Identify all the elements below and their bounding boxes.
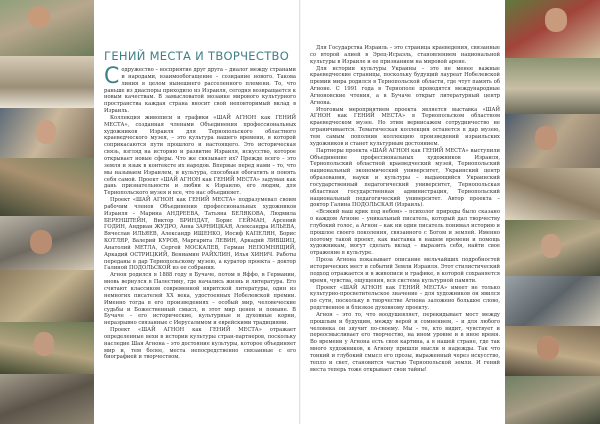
artist-photo: [505, 168, 600, 220]
artist-photo: [0, 374, 94, 424]
artist-photo: [0, 108, 94, 158]
paragraph: Содружество – восприятие друг друга – диалог между странами и народами, взаимообогащение – созидание нового. Такова линия в целом нынешнего расселенного племени. То, что раньше из диаспоры приходило из Израиля, сегодня возвращается к новым качествам. В замысловатой мозаике мирового культурного пространства каждая страна вносит свой неповторимый вклад в Израиль.: [104, 64, 296, 115]
article-title: ГЕНИЙ МЕСТА И ТВОРЧЕСТВО: [104, 49, 290, 63]
paragraph: Проект «ШАЙ АГНОН как ГЕНИЙ МЕСТА» имеет не только культурно-просветительское значение – для художников он явился по сути, поскольку в творчестве Агнона заложено большое слово, родственное и близкое духовному проекту.: [310, 284, 500, 312]
artist-photo: [505, 0, 600, 58]
drop-cap: С: [104, 64, 120, 89]
paragraph: Агнон – это то, что воодушевляет, перекидывает мост между прошлым и будущим, между верой и сомнением, – и для любого человека он звучит по-своему. Мы – те, кто видит, чувствует и переосмысливает его творчество, на ином уровне и в иное время. Во времени у Агнона есть своя картина, а в нашей стране, где так много художников, к Агнону пришли мысли и надежды. Так что тонкий и глубокий смысл его прозы, выраженный через искусство, тепло и свет, становится частью Тернопольской земли. И гений места теперь тоже открывает свои тайны!: [310, 311, 500, 373]
artist-photo: [0, 56, 94, 108]
artist-photo: [0, 322, 94, 374]
page-gutter: [299, 0, 301, 424]
artist-photo: [505, 220, 600, 276]
left-photo-strip: [0, 0, 94, 424]
paragraph: Агнон родился в 1888 году в Бучаче, потом в Яффо, в Германии, вновь вернулся в Палестину, где начались жизнь и литература. Его считают классиком современной ивритской литературы, один из немногих писателей XX века, удостоенных Нобелевской премии. Именно тогда в его произведениях – особый мир, человеческие судьбы и Божественный смысл, и этот мир ценен и поныне. В Бучаче – его исторические, культурные и духовные корни, неразрывно связанные с Иерусалимом и еврейскими традициями.: [104, 272, 296, 327]
artist-photo: [505, 376, 600, 424]
artist-photo: [0, 0, 94, 56]
paragraph: Проект «ШАЙ АГНОН как ГЕНИЙ МЕСТА» подразумевал своим рабочим членов Объединения профессиональных художников Израиля – Марина АНДРЕЕВА, Татьяна БЕЛЯКОВА, Людмила БЕРЕНШТЕЙН, Виктор БРИНДАТ, Борис ГЕЙМАН, Арсений ГОДИН, Андриан ЖУДРО, Анна ЗАРНИЦКАЯ, Александра ИЛЬЕВА, Вячеслав ИЛЬЯЕВ, Александр ИШЕНКО, Иосиф КАПЕЛЯН, Борис КОТЛЯР, Валерий КУРОВ, Маргарита ЛЕВИН, Аркадий ЛИВШИЦ, Анатолий МЕТЛА, Сергей МОСКАЛЕВ, Герман НЕПОМНЯЩИЙ, Аркадий ОСТРИЦКИЙ, Вениамин РАЙХЛИН, Илья ХИНИЧ. Работы переданы в дар Тернопольскому музею, а куратор проекта – доктор Галиной ПОДОЛЬСКОЙ из ее собрания.: [104, 197, 296, 272]
paragraph: Проза Агнона показывает описание мельчайших подробностей исторических мест и событий Земли Израиля. Этот стилистический подход отражается и в живописи и графике, в которой сохраняется время, чувства, ощущения, вся система культурной памяти.: [310, 257, 500, 284]
paragraph: Партнеры проекта «ШАЙ АГНОН как ГЕНИЙ МЕСТА» выступили Объединение профессиональных художников Израиля, Тернопольский областной краеведческий музей, Тернопольский национальный экономический университет, Украинский центр образования, науки и культуры – выдающийся Украинский государственный педагогический университет, Тернопольская областная государственная администрация, Тернопольский национальный педагогический университет. Автор проекта – доктор Галина ПОДОЛЬСКАЯ (Израиль).: [310, 147, 500, 209]
paragraph: Проект «ШАЙ АГНОН как ГЕНИЙ МЕСТА» отражает определенные вехи в истории культуры стран-партнеров, поскольку наследие Шая Агнона – это достояние культуры, которое объединяет мир и, тем более, места непосредственно связанные с его биографией и творчеством.: [104, 327, 297, 361]
artist-photo: [0, 216, 94, 270]
artist-photo: [0, 270, 94, 322]
left-text-column: [104, 64, 297, 361]
paragraph: Коллекция живописи и графики «ШАЙ АГНОН как ГЕНИЙ МЕСТА», созданная членами Объединения профессиональных художников Израиля для Тернопольского областного краеведческого музея, – это культура нашего времени, в которой соприкасаются пути прошлого и настоящего. Это историческая связь, взгляд на историю и развитие Израиля, искусство, которое открывает новые сферы. Что же связывает их? Прежде всего – это земля и язык в контексте их народов. Впервые перед нами – то, что мы называем Израилем, и культура, способная обогатить и понять себя самой. Проект «ШАЙ АГНОН как ГЕНИЙ МЕСТА» задуман как дань признательности и любви к Израилю, его людям, для Тернопольского музея и все, что нас объединяет.: [104, 114, 296, 197]
right-text-column: [310, 45, 500, 374]
artist-photo: [0, 158, 94, 216]
paragraph: «Всякий наш крик под небом» – психолог природы было сказано о каждом Агноне – уникальный писатель, который дал творчеству глубокий голос, а Агнон – как ни один писатель понимал историю и прошлое своего поколения, связанного с Богом и землей. Именно поэтому такой проект, как выставка в нашем времени и помощь художникам, могут сделать вклад – выразить себя, найти свое отражение в культуре.: [310, 209, 500, 257]
paragraph: Итоговым мероприятием проекта является выставка «ШАЙ АГНОН как ГЕНИЙ МЕСТА» в Тернопольском областном краеведческом музее. Но этим вернисажем сотрудничество не ограничивается. Тематическая коллекция останется в дар музею, тем самым пополнив коллекцию произведений израильских художников и станет культурным достоянием.: [310, 106, 500, 147]
right-photo-strip: [505, 0, 600, 424]
artist-photo: [505, 114, 600, 168]
artist-photo: [505, 276, 600, 326]
paragraph: Для истории культуры Украины – это не менее важные краеведческие страницы, поскольку будущий лауреат Нобелевской премии мира родился в Тернопольской области, где чтут память об Агноне. С 1991 года в Тернополе проводятся международные Агноновские чтения, а в Бучаче открыт литературный центр Агнона.: [310, 65, 500, 106]
artist-photo: [505, 326, 600, 376]
artist-photo: [505, 58, 600, 114]
paragraph: Для Государства Израиль – это страница краеведения, связанные со второй алией в Эрец-Исраэль, становлением национальной культуры в Израиле и ее признанием на мировой арене.: [310, 45, 500, 65]
